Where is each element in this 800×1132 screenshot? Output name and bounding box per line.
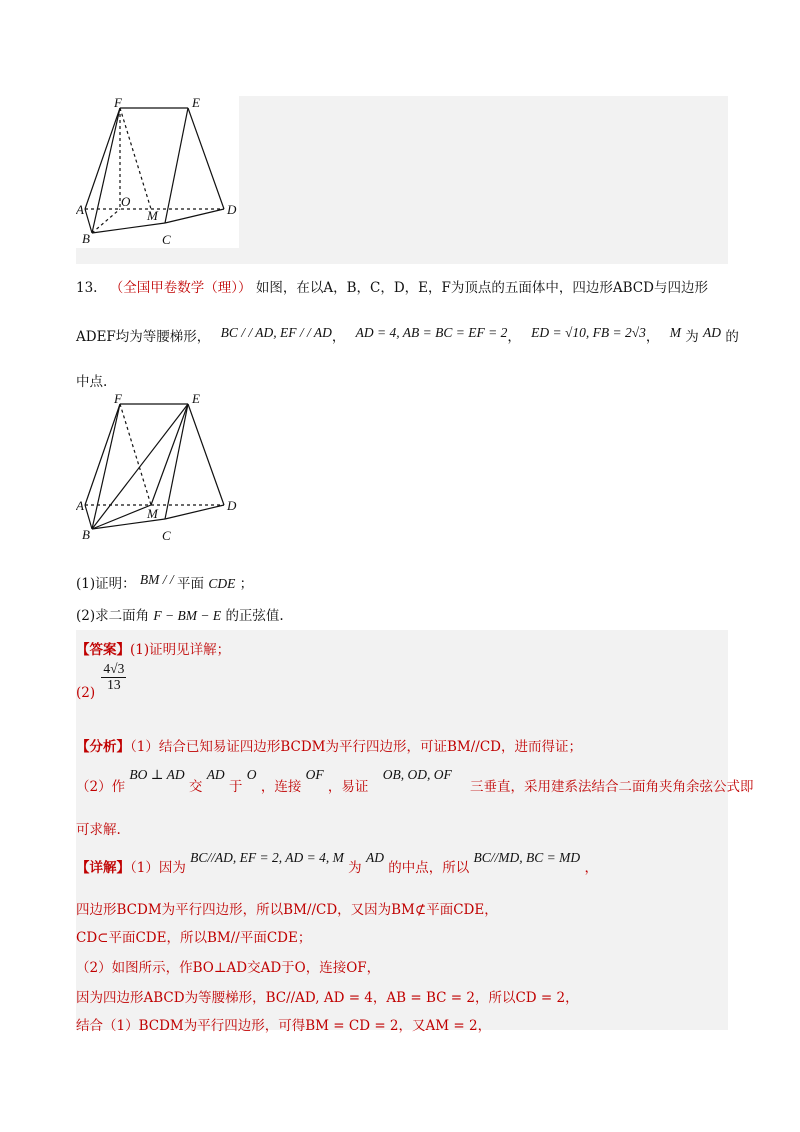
problem-source: （全国甲卷数学（理）） (109, 280, 252, 296)
analysis-text-1: （1）结合已知易证四边形BCDM为平行四边形，可证BM//CD，进而得证； (130, 739, 582, 755)
problem-text-2b: 为 (685, 329, 699, 345)
detail-math-2: AD (365, 850, 384, 865)
figure-1-diagram (76, 96, 239, 248)
problem-text-2c: 的 (725, 329, 739, 345)
analysis-line-1 (76, 735, 582, 755)
detail-text-1c: 的中点，所以 (388, 860, 470, 876)
q1-math: BM / / (139, 572, 178, 587)
figure-1 (76, 96, 239, 248)
analysis-text-2b: 交 (188, 779, 203, 795)
problem-line-2: ADEF均为等腰梯形， BC / / AD, EF / / AD， AD = 4, AB = BC = EF = 2， ED = √10, FB = 2√3， M 为 AD 的 (76, 325, 739, 345)
fig2-label-E: E (192, 392, 200, 406)
fig1-label-E: E (192, 96, 200, 110)
problem-text-2a: ADEF均为等腰梯形， (76, 329, 211, 345)
problem-line-3: 中点. (76, 374, 108, 390)
answer-tag: 【答案】 (76, 642, 130, 658)
figure-2 (76, 392, 239, 544)
fig2-label-A: A (76, 498, 84, 513)
analysis-line-2 (76, 767, 754, 795)
analysis-math-5: OB, OD, OF (382, 767, 452, 782)
fig2-label-F: F (114, 392, 122, 406)
answer-numerator: 4√3 (103, 661, 125, 676)
q1-post: ； (239, 576, 254, 592)
fig2-label-M: M (147, 506, 158, 521)
fig1-label-O: O (121, 194, 131, 209)
analysis-text-2f: 三垂直，采用建系法结合二面角夹角余弦公式即 (470, 779, 754, 795)
detail-line-2: 四边形BCDM为平行四边形，所以BM//CD，又因为BM⊄平面CDE， (76, 902, 498, 918)
analysis-text-2d: ，连接 (260, 779, 302, 795)
answer-line-1 (76, 638, 230, 658)
fig1-label-C: C (162, 232, 171, 247)
answer-fraction (101, 662, 126, 693)
analysis-text-2a: （2）作 (76, 779, 126, 795)
question-1 (76, 572, 253, 592)
analysis-text-2c: 于 (228, 779, 243, 795)
answer-part-2-label: (2) (76, 684, 96, 701)
answer-part-1: (1)证明见详解； (130, 642, 231, 658)
analysis-text-2e: ，易证 (327, 779, 369, 795)
problem-math-2: AD = 4, AB = BC = EF = 2 (355, 325, 508, 340)
analysis-math-1: BO ⊥ AD (129, 767, 185, 782)
answer-denominator: 13 (107, 676, 121, 692)
fig1-label-A: A (76, 202, 84, 217)
fig1-label-F: F (114, 96, 122, 110)
q2-label: (2)求二面角 (76, 608, 150, 624)
q2-post: 的正弦值. (225, 608, 284, 624)
q1-math2: CDE (208, 576, 236, 591)
fig1-label-M: M (147, 208, 158, 223)
analysis-tag: 【分析】 (76, 739, 130, 755)
problem-math-1: BC / / AD, EF / / AD (220, 325, 332, 340)
problem-text-1: 如图，在以A，B，C，D，E，F为顶点的五面体中，四边形ABCD与四边形 (255, 280, 708, 296)
detail-math-3: BC//MD, BC = MD (473, 850, 581, 865)
fig1-label-D: D (227, 202, 237, 217)
answer-line-2 (76, 661, 126, 701)
analysis-line-3: 可求解. (76, 822, 121, 838)
problem-math-5: AD (703, 325, 722, 340)
fig1-label-B: B (82, 231, 90, 246)
detail-text-1d: ， (584, 860, 598, 876)
detail-line-6: 结合（1）BCDM为平行四边形，可得BM = CD = 2，又AM = 2， (76, 1018, 492, 1034)
fig2-label-D: D (227, 498, 237, 513)
analysis-math-2: AD (206, 767, 225, 782)
figure-2-diagram (76, 392, 239, 544)
analysis-math-3: O (246, 767, 257, 782)
fig2-label-B: B (82, 527, 90, 542)
detail-math-1: BC//AD, EF = 2, AD = 4, M (190, 850, 344, 865)
detail-text-1a: （1）因为 (130, 860, 186, 876)
detail-line-3: CD⊂平面CDE，所以BM//平面CDE； (76, 930, 312, 946)
question-2 (76, 604, 284, 624)
detail-line-4: （2）如图所示，作BO⊥AD交AD于O，连接OF， (76, 960, 381, 976)
detail-line-1 (76, 850, 598, 876)
detail-tag: 【详解】 (76, 860, 130, 876)
analysis-math-4: OF (305, 767, 324, 782)
q1-mid: 平面 (177, 576, 205, 592)
problem-line-1 (76, 276, 708, 296)
problem-number: 13. (76, 280, 98, 296)
detail-text-1b: 为 (348, 860, 362, 876)
detail-line-5: 因为四边形ABCD为等腰梯形，BC//AD, AD = 4，AB = BC = 2，所以CD = 2， (76, 990, 579, 1006)
fig2-label-C: C (162, 528, 171, 543)
problem-math-3: ED = √10, FB = 2√3 (531, 325, 646, 340)
q2-math: F − BM − E (153, 608, 222, 623)
q1-label: (1)证明： (76, 576, 136, 592)
problem-math-4: M (669, 325, 681, 340)
